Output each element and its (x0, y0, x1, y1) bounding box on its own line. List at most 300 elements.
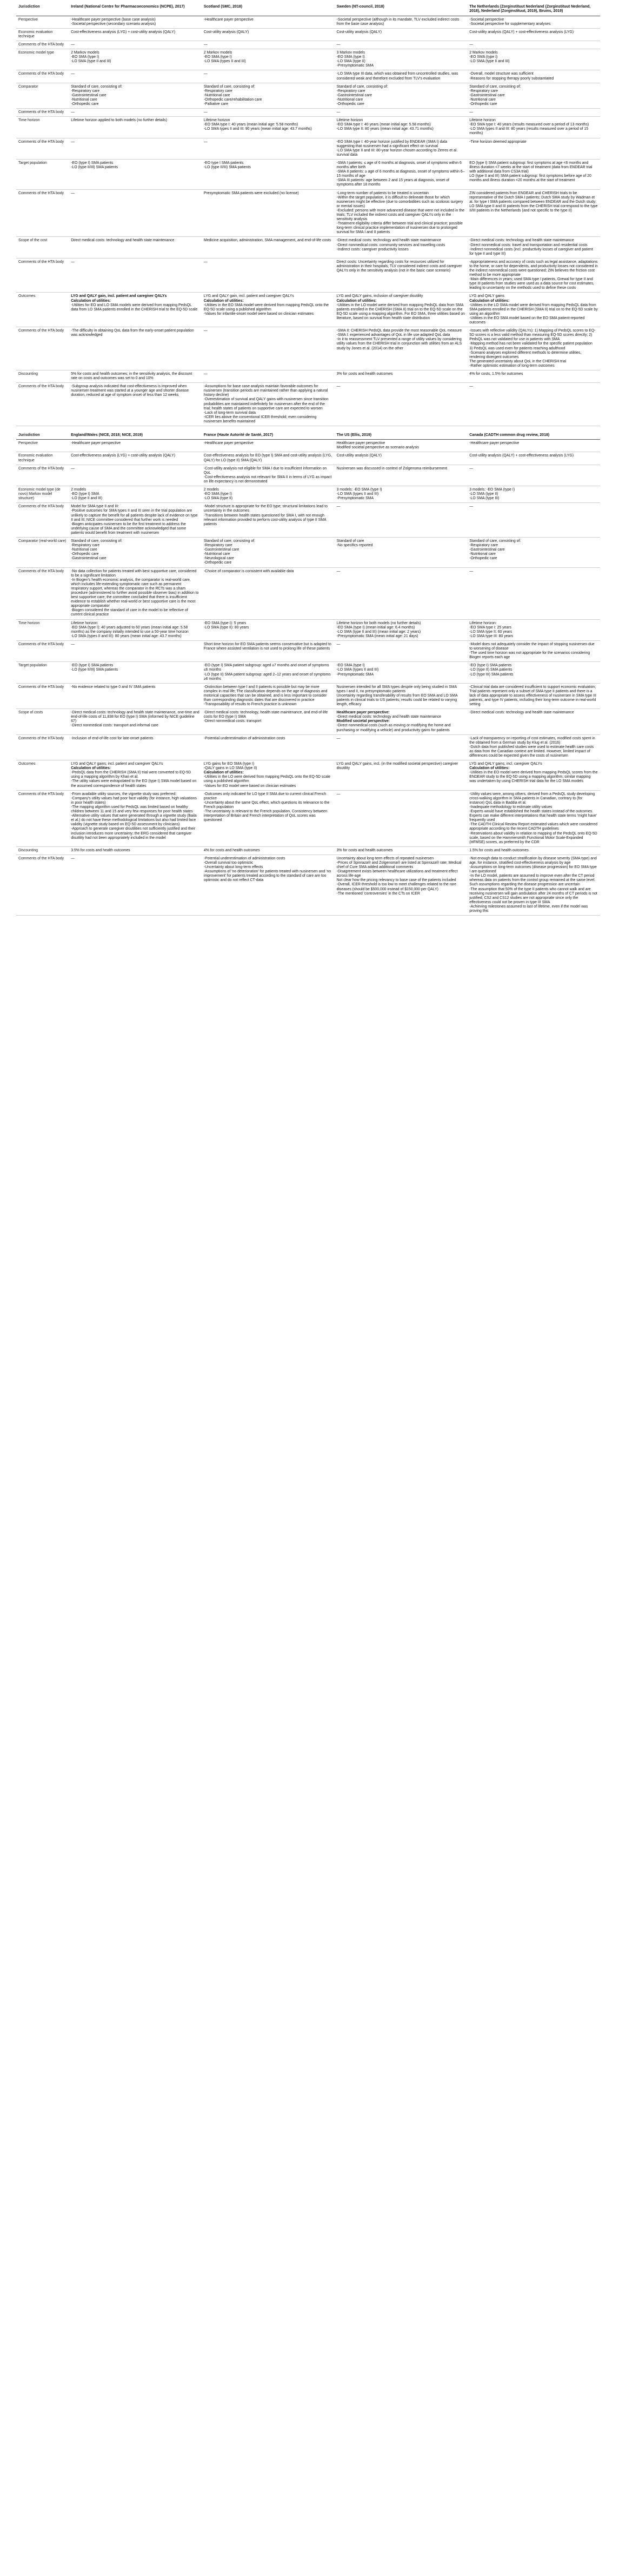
table-cell (69, 662, 202, 683)
cell-text: -Lack of long-term survival data (203, 410, 256, 415)
table-cell (202, 619, 335, 640)
cell-text: -LO SMA type III data, which was obtained from uncontrolled studies, was considered weak and therefore excluded from TLV's evaluation (336, 72, 458, 81)
cell-text: -Overall, model structure was sufficient (469, 72, 534, 76)
table-cell (335, 503, 468, 538)
cell-text: -EO (type I) SMA patients (71, 664, 114, 668)
cell-text: -Healthcare payer perspective (base case analysis) (71, 17, 156, 22)
cell-text: -LO SMA (types II and III) (203, 59, 246, 64)
cell-text: -Values for infantile-onset model were based on clinician estimates (203, 312, 314, 316)
cell-text: LYG and QALY gain, incl. patient and caregiver QALYs (203, 294, 294, 299)
table-cell (202, 16, 335, 28)
table-cell (467, 293, 600, 327)
row-label: Perspective (16, 16, 69, 28)
row-label: Comments of the HTA body (16, 70, 69, 83)
table-cell (335, 846, 468, 855)
table-row (16, 662, 600, 683)
cell-text: Standard of care (336, 539, 364, 543)
cell-text: -Utilities in the EO SMA model were derived from mapping PedsQL onto the EQ-5D scale using a published algorithm (203, 303, 329, 312)
cell-text: Lifetime horizon (203, 118, 230, 123)
table-cell (335, 383, 468, 426)
cell-text: -Model structure is appropriate for the EO type; structural limitations lead to uncertainty in the outcomes (203, 505, 328, 513)
table-row (16, 41, 600, 49)
table-cell (202, 760, 335, 791)
table-cell (467, 640, 600, 661)
cell-text: The generated uncertainty about QoL in the CHERISH trial (469, 359, 567, 363)
table-row (16, 640, 600, 661)
cell-text: -LO SMA type II: 80 years (mean initial age: 43.71 months) (336, 127, 434, 131)
cell-text: -Treatment eligibility criteria differ between trial and clinical practice; possible long-term clinical practice implementation of nusinersen due to prolonged survival for SMA I and II patients (336, 222, 463, 235)
cell-text: -From available utility sources, the vignette study was preferred: (71, 792, 177, 796)
table-cell (335, 855, 468, 915)
row-label: Comments of the HTA body (16, 138, 69, 159)
table-cell (467, 70, 600, 83)
cell-text: Cost-utility analysis (QALY) (336, 454, 382, 458)
cell-text: -Utility values were, among others, derived from a PedsQL study developing cross-walking algorithm in SMA patients in Canadian, contrary to (for instance) QoL data in Baddia et al. (469, 792, 595, 805)
cell-text: -Respiratory care (203, 89, 232, 93)
cell-text: Healthcare payer perspective (336, 441, 385, 446)
table-cell (202, 452, 335, 465)
table-cell (467, 28, 600, 41)
cell-text: -The utility values were extrapolated to the EO (type I) SMA model based on the assumed correspondence of health states (71, 779, 197, 788)
cell-text: -Biogen anticipates nusinersen to be the first treatment to address the underlying cause of SMA and the committee acknowledged that some patients would benefit from treatment with nusinersen (71, 522, 187, 535)
cell-text: -Palliative care (203, 102, 229, 106)
row-label: Comments of the HTA body (16, 734, 69, 760)
row-label: Discounting (16, 370, 69, 382)
cell-text: -Gastrointestinal care (71, 557, 107, 561)
table-cell (335, 683, 468, 708)
table-cell (335, 49, 468, 70)
cell-text: -Societal perspective (although in its mandate, TLV excluded indirect costs from the base case analysis) (336, 17, 460, 26)
table-cell (69, 189, 202, 237)
table-cell (335, 486, 468, 503)
cell-text: -The difficulty in obtaining QoL data from the early-onset patient population was acknowledged (71, 329, 194, 337)
row-label: Comments of the HTA body (16, 503, 69, 538)
cell-text: — (336, 569, 341, 573)
cell-text: — (71, 140, 75, 144)
cell-text: -Overall survival too optimistic (203, 860, 254, 865)
row-label: Comments of the HTA body (16, 109, 69, 117)
cell-text: -Direct nonmedical costs: transport and informal care (71, 724, 158, 728)
table-row (16, 452, 600, 465)
cell-text: -Healthcare payer perspective (469, 441, 520, 446)
cell-text: -Reasons for stopping therapy poorly substantiated (469, 76, 554, 81)
table-cell (335, 258, 468, 293)
table-cell (335, 452, 468, 465)
cell-text: -Uncertainty about long-term effects (203, 865, 263, 870)
table-cell (202, 855, 335, 915)
cell-text: -LO SMA types II and III: 90 years (mean initial age: 43.7 months) (203, 127, 312, 131)
cell-text: -Issues with reflective validity (QALYs): 1) Mapping of PedsQL scores to EQ-5D scores is a less valid method than measuring EQ-5D scores directly; 2) PedsQL was not validated for use in patients with SMA (469, 329, 596, 342)
cell-text: -LO SMA (types II and III) (336, 492, 379, 496)
cell-text: -In Biogen's health economic analysis, the comparator is real-world care, which includes life-extending symptomatic care such as permanent respiratory support, whereas the comparator in the RCTs was a sham procedure (administered to further avoid possible observer bias) in addition to best supportive care; the committee concluded that there is insufficient evidence to establish whether real-world or best supportive care is the most appropriate comparator (71, 578, 199, 608)
cell-text: -In it to reassessment TLV presented a range of utility values by considering utility values from the CHERISH trial in conjunction with utilities from an ALS study by Jones et al. (2014) on the other (336, 337, 462, 350)
table-row (16, 138, 600, 159)
cell-text: Lifetime horizon for both models (no further details) (336, 621, 421, 625)
table-cell (202, 537, 335, 567)
table-cell (467, 537, 600, 567)
table-row (16, 503, 600, 538)
table-cell (335, 440, 468, 452)
cell-text: LYG and QALY gains, incl. caregiver QALYs (469, 762, 542, 766)
cell-text: -SMA I: experienced advantages of QoL in life use adapted QoL data (336, 333, 450, 337)
cell-text: -Orthopedic care (336, 102, 364, 106)
cell-text: 3% for costs and health outcomes (336, 848, 393, 852)
table-cell (335, 70, 468, 83)
cell-text: -Achieving milestones assumed to last of lifetime, even if the model was proving this (469, 904, 588, 913)
table-row (16, 327, 600, 370)
table-cell (335, 537, 468, 567)
table-cell (202, 683, 335, 708)
cell-text: -Presymptomatic SMA (336, 64, 374, 68)
cell-text: -Orthopedic care (71, 552, 99, 557)
cell-text: -Outcomes only indicated for LO type II SMA due to current clinical French practice (203, 792, 327, 800)
table-header-row (16, 3, 600, 16)
cell-text: -LO SMA (type III) (469, 496, 500, 501)
table-cell (335, 293, 468, 327)
cell-text: -EO SMA (type I) (336, 664, 365, 668)
cell-text: LYG and QALY gains (469, 294, 504, 299)
cell-text: -PedsQL data from the CHERISH (SMA II) trial were converted to EQ-5D using a mapping algorithm by Khan et al. (71, 771, 191, 779)
cell-text: -EO SMA (type I) (469, 55, 498, 59)
cell-text: -Orthopedic care (469, 557, 497, 561)
cell-text: -Assumptions for base case analysis maintain favorable outcomes for nusinersen (transition periods are maintained rather than applying a natural history decline) (203, 385, 328, 398)
cell-text: LYG and QALY gains, incl. patient and caregiver QALYs (71, 762, 163, 766)
cell-text: -The used time horizon was not appropriate for the scenarios considering Biogen reports each age (469, 651, 590, 660)
cell-text: -Potential underestimation of administration costs (203, 736, 285, 740)
row-label: Comments of the HTA body (16, 640, 69, 661)
row-label: Economic model type (de novo) Markov model structure) (16, 486, 69, 503)
cell-text: -Company's utility values had poor face validity (for instance, high valuations in poor health states) (71, 796, 197, 805)
cell-text: Cost-effectiveness analysis (LYG) + cost-utility analysis (QALY) (71, 30, 175, 34)
table-cell (335, 790, 468, 846)
table-cell (202, 440, 335, 452)
comparison-table-2 (16, 432, 600, 916)
cell-text: -LO (type III) SMA patients (469, 672, 514, 677)
cell-text: Standard of care, consisting of: (203, 84, 255, 89)
table-cell (202, 189, 335, 237)
cell-text: -Utilities in the EO model were derived from mapping PedsQL scores from the ENDEAR study to the EQ-5D using a mapping algorithm; similar mapping was undertaken by using CHERISH trial data for the LO SMA models (469, 771, 598, 784)
cell-text: 3.5% for costs and health outcomes (71, 848, 130, 852)
cell-text: -EO SMA (type I) (203, 55, 232, 59)
cell-text: -Inclusion of end-of-life cost for late-onset patients (71, 736, 154, 740)
table-cell (467, 117, 600, 138)
row-label: Comparator (real-world care) (16, 537, 69, 567)
cell-text: — (71, 260, 75, 264)
cell-text: 3 Markov models (336, 51, 365, 55)
cell-text: -Orthopedic care/rehabilitation care (203, 97, 262, 102)
cell-text: 3% for costs and health outcomes (336, 372, 393, 376)
cell-text: -EO (type I) SMA patient subgroup: aged ≤7 months and onset of symptoms ≤6 months (203, 664, 329, 672)
cell-text: -Societal perspective (469, 17, 504, 22)
cell-text: — (203, 42, 208, 47)
cell-text: Presymptomatic SMA patients were excluded (no license) (203, 191, 299, 195)
table-row (16, 486, 600, 503)
table-cell (202, 293, 335, 327)
cell-text: -Societal perspective for supplementary analyses (469, 22, 551, 26)
row-label: Comments of the HTA body (16, 189, 69, 237)
cell-text: -In the LO model, patients are assumed to improve even after the CT period whereas data on patients from the control group remained at the same level. Such assumptions regarding the disease progression are uncertain (469, 874, 596, 887)
cell-text: -LO (type II/III) SMA patients (203, 165, 251, 170)
cell-text: -Direct medical costs: technology and health state maintenance (469, 239, 574, 243)
header-cell: Jurisdiction (16, 3, 69, 16)
cell-text: Calculation of utilities: (71, 766, 111, 771)
table-cell (69, 619, 202, 640)
cell-text: -LO SMA (types II and III) (336, 668, 379, 672)
table-cell (69, 258, 202, 293)
cell-text: -Cost-utility analysis not eligible for SMA I due to insufficient information on QoL (203, 466, 327, 475)
cell-text: -The mentioned 'controversies' in the CTs on ICER (336, 891, 420, 896)
cell-text: Standard of care, consisting of: (469, 84, 521, 89)
table-cell (69, 117, 202, 138)
table-cell (202, 258, 335, 293)
table-row (16, 855, 600, 915)
table-cell (467, 662, 600, 683)
cell-text: -Direct nonmedical costs: transport (203, 719, 262, 724)
cell-text: -EO SMA type I: 40 years (mean initial age: 5.58 months) (336, 123, 431, 127)
table-cell (335, 327, 468, 370)
cell-text: — (336, 736, 341, 740)
table-cell (69, 640, 202, 661)
cell-text: -EO SMA (type I) (mean initial age: 6.4 months) (336, 625, 415, 630)
table-cell (69, 452, 202, 465)
cell-text: — (469, 42, 474, 47)
cell-text: -EO (type I) SMA patients (469, 664, 512, 668)
cell-text: 2 models (71, 488, 86, 492)
cell-text: Direct costs: Uncertainty regarding costs for resources utilized for administration in their hospitals; TLV considered indirect costs and caregiver QALYs only in the sensitivity analysis (not in the basic case scenario) (336, 260, 462, 273)
cell-text: Uncertainty about long-term effects of repeated nusinersen (336, 856, 434, 860)
cell-text: — (71, 466, 75, 471)
table-cell (69, 709, 202, 734)
cell-text: -Assumptions on long-term outcomes (disease progression) for EO SMA type I are questioned (469, 865, 597, 874)
row-label: Comments of the HTA body (16, 465, 69, 486)
table-cell (335, 567, 468, 619)
cell-text: -Transposability of results to French practice is unknown (203, 703, 297, 707)
cell-text: -SMA I patients: ≤ age of 6 months at diagnosis, onset of symptoms within 6 months after birth (336, 161, 462, 170)
cell-text: -Orthopedic care (469, 102, 497, 106)
cell-text: 5% for costs and health outcomes; in the sensitivity analysis, the discount rate on costs and outcomes was set to 0 and 10% (71, 372, 192, 381)
cell-text: -LO (type II) SMA patient subgroup: aged 2–12 years and onset of symptoms ≥6 months (203, 672, 331, 681)
document-page (16, 3, 600, 916)
cell-text: -LO SMA (type II) (469, 492, 498, 496)
cell-text: -Overestimation of survival and QALY gains with nusinersen since transition probabilities are maintained indefinitely for nusinersen after the end of the trial; health states of patients on supportive care are expected to worsen (203, 398, 329, 410)
table-cell (69, 83, 202, 108)
row-label: Comments of the HTA body (16, 41, 69, 49)
cell-text: -Nutritional care (469, 97, 496, 102)
table-cell (335, 662, 468, 683)
cell-text: -ICER lies above the conventional ICER threshold; even considering nusinersen benefits maintained (203, 415, 317, 423)
cell-text: -Indirect costs: caregiver productivity losses (336, 247, 409, 251)
cell-text: Nusinersen intended for all SMA types despite only being studied in SMA types I and II, no presymptomatic patients (336, 685, 457, 693)
cell-text: — (336, 110, 341, 115)
row-label: Comments of the HTA body (16, 790, 69, 846)
cell-text: LYG and QALY gain, incl. patient and caregiver QALYs (71, 294, 167, 299)
table-row (16, 734, 600, 760)
cell-text: Cost-utility analysis (QALY) + cost-effectiveness analysis (LYG) (469, 30, 574, 34)
table-cell (467, 258, 600, 293)
row-label: Economic evaluation technique (16, 28, 69, 41)
table-row (16, 683, 600, 708)
table-cell (467, 503, 600, 538)
cell-text: -EO (type I) SMA (71, 492, 99, 496)
table-cell (202, 567, 335, 619)
table-cell (467, 790, 600, 846)
cell-text: -Uncertainty about the same QoL effect, which questions its relevance to the French population (203, 800, 330, 809)
table-cell (69, 49, 202, 70)
row-label: Economic evaluation technique (16, 452, 69, 465)
header-cell: Scotland (SMC, 2018) (202, 3, 335, 16)
cell-text: -Lack of transparency on reporting of cost estimates, modified costs spent in the obtained from a German study by Klug et al. (2016) (469, 736, 595, 745)
cell-text: -EO SMA (type I): 40 years adjusted to 60 years (mean initial age: 5.58 months) as the company initially intended to use a 50-year time horizon (71, 625, 189, 634)
table-cell (467, 237, 600, 258)
table-cell (202, 138, 335, 159)
table-cell (202, 465, 335, 486)
cell-text: -EO SMA (type I) (71, 55, 99, 59)
table-cell (467, 683, 600, 708)
table-cell (335, 159, 468, 189)
cell-text: -Transitions between health states questioned for SMA I, with not enough relevant information provided to perform cost-utility analysis of type II SMA patients (203, 513, 327, 526)
cell-text: -Societal perspective (secondary scenario analysis) (71, 22, 156, 26)
table-cell (69, 28, 202, 41)
cell-text: -Nutritional care (71, 548, 97, 552)
cell-text: -Utilities in the EO SMA model based on the EO SMA patient-reported outcomes (469, 316, 585, 325)
table-cell (335, 619, 468, 640)
table-cell (202, 846, 335, 855)
table-cell (202, 709, 335, 734)
cell-text: — (336, 642, 341, 646)
table-cell (69, 440, 202, 452)
table-cell (69, 846, 202, 855)
cell-text: ZIN considered patients from ENDEAR and CHERISH trials to be representative of the Dutch SMA I patients; Dutch SMA study by Wadman et al. for type I SMA patients compared between ENDEAR and the Dutch study; LO SMA type II and III patients from the CHERISH trial correspond to the type II/III patients in the Netherlands (and not specific to the type II) (469, 191, 598, 213)
cell-text: -Neurological care (203, 557, 234, 561)
table-cell (69, 734, 202, 760)
cell-text: -Long-term number of patients to be treated is uncertain (336, 191, 429, 195)
cell-text: -EO SMA type I: 40 years (mean initial age: 5.58 months) (203, 123, 298, 127)
cell-text: EO (type I) SMA patient subgroup: first symptoms at age <6 months and illness duration <7 weeks at the start of treatment (data from ENDEAR trial with additional data from CS3A trial) (469, 161, 593, 174)
cell-text: -Main differences in years; used SMA type I patients, Grewal for type II and type III patients from studies were used as a data source for cost estimates, leading to uncertainty on the methods used to define these costs (469, 277, 594, 290)
table-cell (335, 109, 468, 117)
row-label: Time horizon (16, 117, 69, 138)
cell-text: -Respiratory care (71, 544, 100, 548)
cell-text: — (203, 372, 208, 376)
cell-text: -Direct medical costs: technology and health state maintenance (336, 239, 441, 243)
table-row (16, 109, 600, 117)
cell-text: -Indirect nonmedical costs (incl. productivity losses of caregiver and patient for type II and type III) (469, 247, 593, 256)
cell-text: -Dutch data from published studies were used to estimate health care costs as data from the Canadian context are limited. However, limited impact of differences could be expected given the costs of nusinersen (469, 745, 594, 758)
cell-text: -Disagreement exists between healthcare utilizations and treatment effect across life-age (336, 870, 458, 878)
header-cell: France (Haute Autorité de Santé, 2017) (202, 432, 335, 440)
cell-text: -Presymptomatic SMA (336, 496, 374, 501)
cell-text: Not clear how the pricing relevancy to base case of the patients included (336, 878, 456, 883)
cell-text: — (469, 466, 474, 471)
table-header-row (16, 432, 600, 440)
cell-text: -Distinction between type I and II patients is possible but may be more complex in real life; The classification depends on the age of diagnosis and motorical capacities that can be obtained, and is less important to consider than corresponding diagnostic dates that are discovered in practice (203, 685, 328, 702)
cell-text: -Nutritional care (203, 93, 230, 97)
table-cell (467, 383, 600, 426)
table-row (16, 465, 600, 486)
cell-text: -Respiratory care (469, 544, 498, 548)
cell-text: -Direct nonmedical costs: community services and travelling costs (336, 243, 445, 247)
cell-text: -SMA II: CHERISH PedsQL data provide the most reasonable QoL measure (336, 329, 462, 333)
cell-text: 3 models: -EO SMA (type I) (336, 488, 382, 492)
cell-text: -Utilities in the LO SMA model were derived from mapping PedsQL data from SMA patients enrolled in the CHERISH (SMA II) trial on to the EQ-5D scale by using an algorithm (469, 303, 598, 316)
cell-text: -LO (type II/III) SMA patients (71, 668, 118, 672)
table-cell (69, 760, 202, 791)
row-label: Scope of costs (16, 709, 69, 734)
table-row (16, 70, 600, 83)
cell-text: -Model does not adequately consider the impact of stopping nusinersen due to worsening of disease (469, 642, 595, 651)
table-row (16, 383, 600, 426)
cell-text: -Nutritional care (203, 552, 230, 557)
cell-text: — (469, 505, 474, 509)
cell-text: -Presymptomatic SMA (mean initial age: 21 days) (336, 634, 418, 638)
cell-text: — (469, 110, 474, 115)
cell-text: -Healthcare payer perspective (203, 17, 254, 22)
cell-text: Standard of care, consisting of: (71, 539, 123, 543)
table-row (16, 49, 600, 70)
cell-text: -Direct medical costs: technology and health state maintenance, one-time and end-of-life costs of 11,838 for EO (type I) SMA (informed by NICE guideline 67) (71, 711, 199, 724)
cell-text: — (336, 42, 341, 47)
cell-text: — (71, 191, 75, 195)
table-row (16, 370, 600, 382)
cell-text: Standard of care, consisting of: (469, 539, 521, 543)
cell-text: -LO (type II and III) (71, 496, 103, 501)
cell-text: -LO SMA type III: 80 years (469, 634, 514, 638)
table-cell (467, 855, 600, 915)
cell-text: — (203, 329, 208, 333)
cell-text: -Utilities in the LO were derived from mapping PedsQL onto the EQ-5D scale using a published algorithm (203, 775, 331, 784)
cell-text: -Alternative utility values that were generated through a vignette study (Baila et al.) do not have these methodological limitations but also had limited face validity (vignette study based on EQ-5D assessment by clinicians) (71, 814, 197, 827)
cell-text: -Direct medical costs: technology and health state maintenance (336, 715, 441, 719)
table-cell (467, 370, 600, 382)
row-label: Target population (16, 159, 69, 189)
table-cell (202, 370, 335, 382)
row-label: Comments of the HTA body (16, 383, 69, 426)
header-cell: The US (Ellis, 2019) (335, 432, 468, 440)
cell-text: Cost-effectiveness analysis for EO (type I) SMA and cost-utility analysis (LYG, QALY) for LO (type II) SMA (QALY) (203, 454, 332, 462)
table-row (16, 258, 600, 293)
table-row (16, 619, 600, 640)
cell-text: Calculation of utilities: (71, 299, 111, 303)
table-cell (467, 567, 600, 619)
cell-text: — (203, 140, 208, 144)
cell-text: -EO (type I) SMA patients (71, 161, 114, 165)
table-cell (69, 790, 202, 846)
table-cell (467, 440, 600, 452)
table-cell (335, 28, 468, 41)
table-cell (69, 465, 202, 486)
row-label: Comments of the HTA body (16, 855, 69, 915)
table-cell (69, 683, 202, 708)
table-cell (69, 293, 202, 327)
cell-text: Lifetime horizon: (71, 621, 98, 625)
table-cell (335, 709, 468, 734)
cell-text: -LO SMA type II: 60 years (469, 630, 512, 634)
table-row (16, 189, 600, 237)
cell-text: Cost-effectiveness analysis (LYG) + cost-utility analysis (QALY) (71, 454, 175, 458)
row-label: Comments of the HTA body (16, 567, 69, 619)
table-cell (335, 117, 468, 138)
cell-text: -The uncertainty is relevant to the French population. Consistency between interpretation of Britain and French interpretation of QoL scores was questioned (203, 810, 328, 823)
table-row (16, 28, 600, 41)
row-label: Comments of the HTA body (16, 327, 69, 370)
table-cell (467, 734, 600, 760)
table-cell (335, 237, 468, 258)
table-cell (335, 138, 468, 159)
table-row (16, 159, 600, 189)
cell-text: — (336, 792, 341, 796)
cell-text: -SMA II patients: ≥ age of 6 months at diagnosis, onset of symptoms within 6–15 months of age (336, 170, 465, 178)
table-row (16, 760, 600, 791)
